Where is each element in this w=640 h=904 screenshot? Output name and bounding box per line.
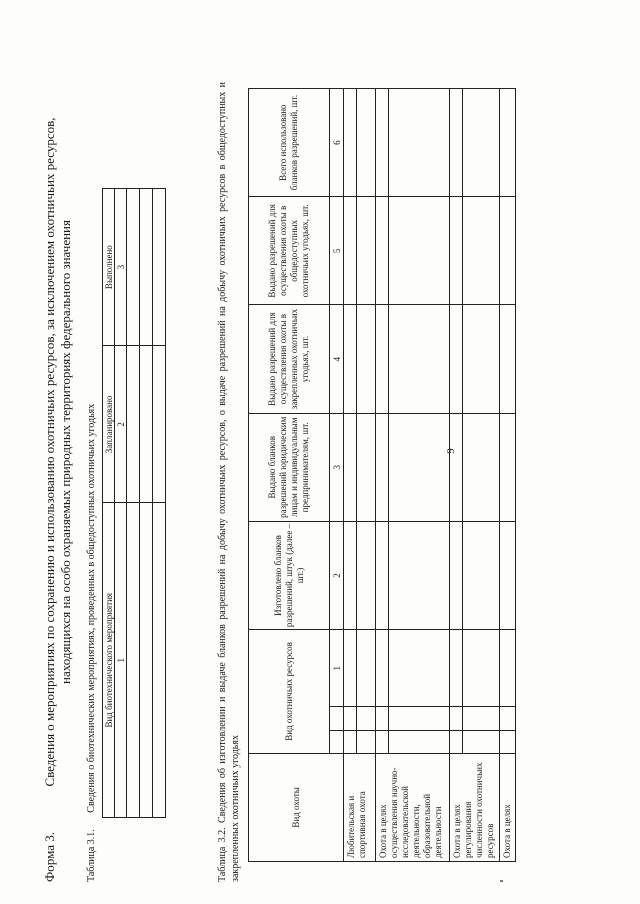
table-cell <box>376 305 389 413</box>
table-3-1-header: Выполнено <box>103 189 115 346</box>
table-cell <box>344 521 357 629</box>
table-cell <box>376 197 389 305</box>
table-cell <box>389 413 450 521</box>
table-cell <box>463 521 500 629</box>
table-3-1-header: Запланировано <box>103 346 115 503</box>
table-cell <box>357 305 376 413</box>
table-row <box>127 189 140 818</box>
table-cell <box>344 730 357 753</box>
table-cell <box>344 197 357 305</box>
table-3-2-header: Выдано разрешений для осуществления охоты в закрепленных охотничьих угодьях, шт. <box>249 305 330 413</box>
table-cell <box>500 521 516 629</box>
table-3-2-header: Всего использовано бланков разрешений, шт. <box>249 89 330 197</box>
table-cell <box>500 305 516 413</box>
table-cell <box>463 413 500 521</box>
table-3-1-caption-text: Сведения о биотехнических мероприятиях, проведенных в общедоступных охотничьих угодьях <box>86 403 97 813</box>
table-3-1 <box>102 188 166 818</box>
table-row <box>376 89 389 862</box>
table-cell <box>450 413 463 521</box>
table-cell <box>500 707 516 730</box>
table-cell <box>500 630 516 707</box>
table-3-2-caption-text: Сведения об изготовлении и выдаче бланков разрешений на добычу охотничьих ресурсов, о выдаче разрешений на добычу охотничьих ресурсов в общедоступных и закрепленных охотничьих угодьях <box>217 81 241 882</box>
table-cell <box>389 730 450 753</box>
form-title-line-2: находящихся на особо охраняемых природных территориях федерального значения <box>58 220 73 685</box>
table-3-2-label: Таблица 3.2. <box>217 827 228 882</box>
table-cell <box>389 305 450 413</box>
form-number: Форма 3. <box>42 832 57 882</box>
table-3-2-col-number: 6 <box>330 89 344 197</box>
table-cell <box>376 413 389 521</box>
table-cell <box>463 197 500 305</box>
table-cell <box>463 730 500 753</box>
table-row <box>140 189 153 818</box>
table-cell <box>357 413 376 521</box>
table-cell <box>127 189 140 346</box>
form-title-line-1: Сведения о мероприятиях по сохранению и использованию охотничьих ресурсов, за исключением охотничьих ресурсов, <box>42 117 57 787</box>
table-cell <box>450 305 463 413</box>
table-cell <box>463 630 500 707</box>
table-cell <box>376 707 389 730</box>
table-cell <box>344 413 357 521</box>
table-3-2-header: Вид охоты <box>249 753 344 861</box>
table-cell <box>153 346 166 503</box>
table-cell <box>357 707 376 730</box>
table-3-2 <box>248 88 516 862</box>
table-cell <box>450 707 463 730</box>
table-3-1-header: Вид биотехнического мероприятия <box>103 503 115 818</box>
table-cell <box>357 89 376 197</box>
table-cell <box>344 630 357 707</box>
table-3-2-header: Изготовлено бланков разрешений, штук (далее – шт.) <box>249 521 330 629</box>
table-cell <box>389 197 450 305</box>
table-row <box>344 89 357 862</box>
table-cell <box>357 197 376 305</box>
table-cell <box>127 503 140 818</box>
table-row <box>153 189 166 818</box>
table-3-1-col-number: 3 <box>115 189 127 346</box>
table-row <box>450 89 463 862</box>
table-cell <box>463 707 500 730</box>
table-cell <box>357 730 376 753</box>
table-row <box>357 89 376 862</box>
table-cell <box>140 189 153 346</box>
table-cell <box>450 630 463 707</box>
table-row <box>389 89 450 862</box>
table-cell <box>500 89 516 197</box>
table-cell <box>357 630 376 707</box>
table-3-2-header: Выдано бланков разрешений юридическим лицам и индивидуальным предпринимателям, шт. <box>249 413 330 521</box>
row-label: Охота в целях осуществления научно-исследовательской деятельности, образовательной деятельности <box>376 753 450 861</box>
table-cell <box>344 305 357 413</box>
rotated-page <box>20 12 620 892</box>
table-cell <box>376 89 389 197</box>
table-cell <box>153 189 166 346</box>
table-cell <box>140 503 153 818</box>
table-cell <box>357 521 376 629</box>
table-cell <box>463 89 500 197</box>
table-3-1-label: Таблица 3.1. <box>86 829 97 882</box>
table-cell <box>376 521 389 629</box>
table-cell <box>344 89 357 197</box>
table-3-2-col-number: 4 <box>330 305 344 413</box>
table-cell <box>127 346 140 503</box>
table-cell <box>140 346 153 503</box>
row-label: Охота в целях <box>500 753 516 861</box>
table-cell <box>450 730 463 753</box>
table-cell <box>344 707 357 730</box>
table-cell <box>500 197 516 305</box>
table-3-2-col-number: 1 <box>330 630 344 707</box>
table-3-2-header: Выдано разрешений для осуществления охоты в общедоступных охотничьих угодьях, шт. <box>249 197 330 305</box>
table-cell <box>153 503 166 818</box>
row-label: Любительская и спортивная охота <box>344 753 376 861</box>
table-cell <box>330 730 344 753</box>
page-number: 9 <box>444 448 457 454</box>
table-3-2-col-number: 5 <box>330 197 344 305</box>
table-cell <box>376 630 389 707</box>
table-3-1-col-number: 2 <box>115 346 127 503</box>
table-3-2-header: Вид охотничьих ресурсов <box>249 630 330 754</box>
table-cell <box>389 707 450 730</box>
table-3-2-col-number: 2 <box>330 521 344 629</box>
table-3-1-caption <box>86 390 97 882</box>
table-cell <box>450 521 463 629</box>
table-cell <box>450 89 463 197</box>
table-3-2-col-number: 3 <box>330 413 344 521</box>
table-cell <box>463 305 500 413</box>
table-row <box>463 89 500 862</box>
table-cell <box>389 630 450 707</box>
table-cell <box>500 730 516 753</box>
table-cell <box>376 730 389 753</box>
table-cell <box>330 707 344 730</box>
table-3-2-caption <box>216 82 242 882</box>
scan-speck <box>500 880 503 882</box>
table-row <box>500 89 516 862</box>
table-cell <box>500 413 516 521</box>
table-cell <box>389 89 450 197</box>
table-3-1-col-number: 1 <box>115 503 127 818</box>
table-cell <box>450 197 463 305</box>
row-label: Охота в целях регулирования численности охотничьих ресурсов <box>450 753 500 861</box>
table-cell <box>389 521 450 629</box>
